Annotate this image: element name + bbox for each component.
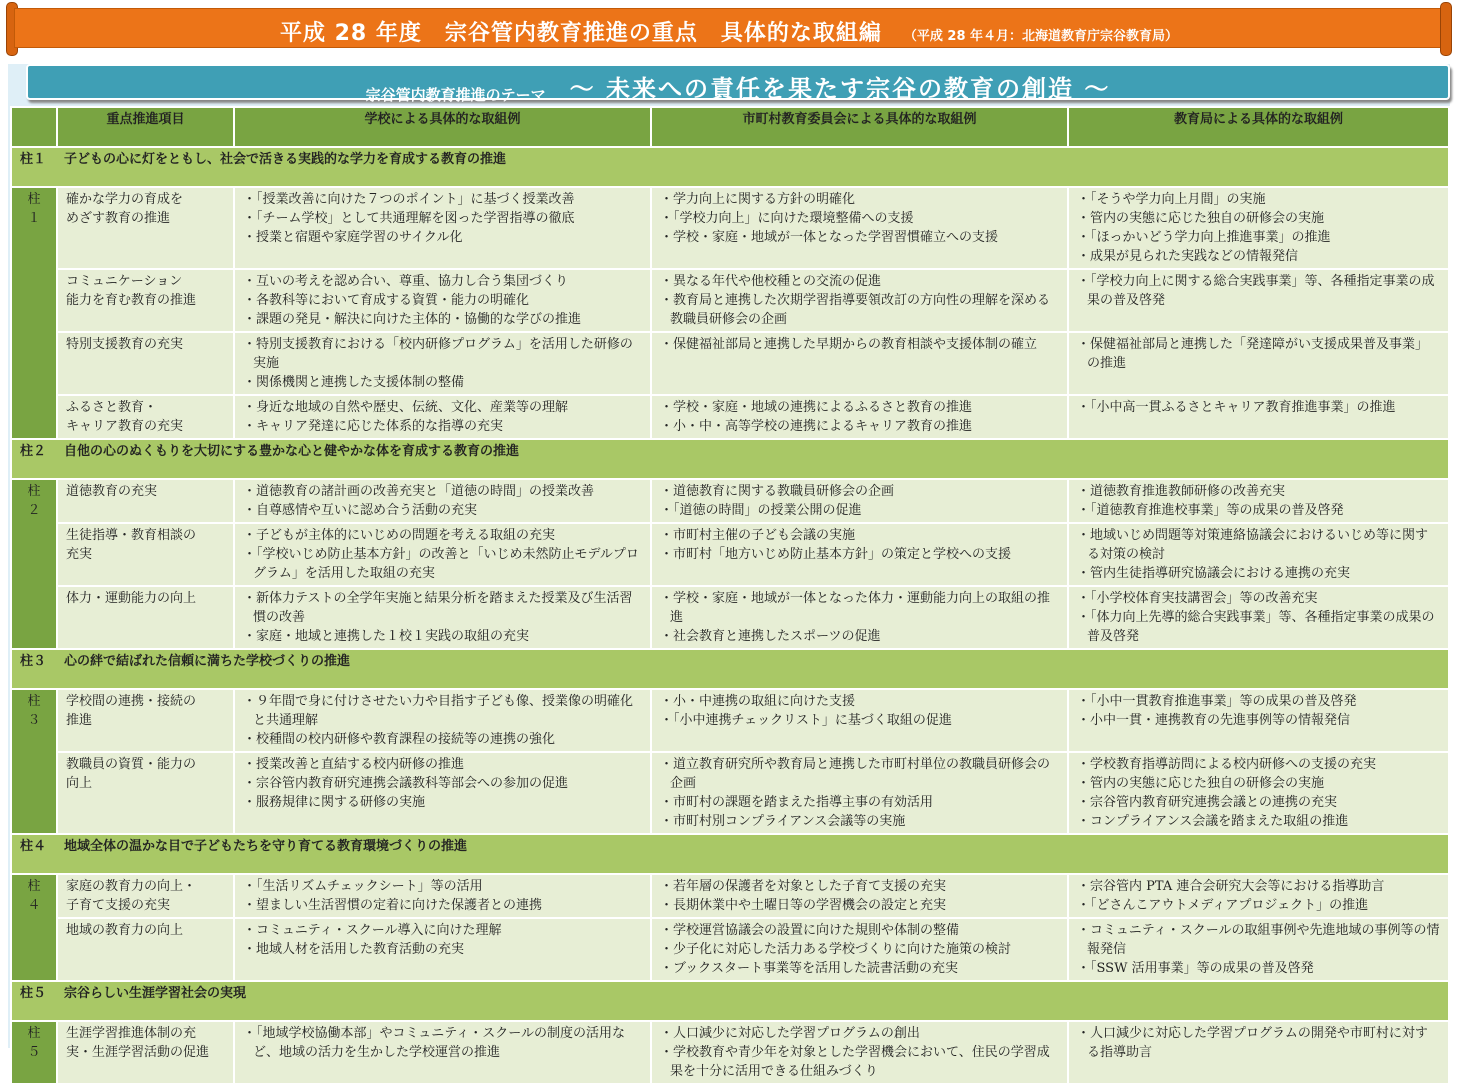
school-cell: ・「地域学校協働本部」やコミュニティ・スクールの制度の活用など、地域の活力を生かした学校運営の推進 [234,1021,651,1084]
theme-text: ～ 未来への責任を果たす宗谷の教育の創造 ～ [569,75,1111,103]
school-cell: ・コミュニティ・スクール導入に向けた理解 ・地域人材を活用した教育活動の充実 [234,918,651,981]
bureau-cell: ・「学校力向上に関する総合実践事業」等、各種指定事業の成果の普及啓発 [1068,269,1449,332]
pillar-heading [11,981,1449,1021]
pillar-side-label: 柱 ２ [11,479,57,649]
priority-item-cell: 家庭の教育力の向上・ 子育て支援の充実 [57,874,234,918]
table-row [11,332,1449,395]
table-row [11,874,1449,918]
pillar-heading [11,439,1449,479]
table-row [11,752,1449,834]
document-subtitle: （平成 28 年４月：北海道教育庁宗谷教育局） [903,29,1179,44]
municipal-cell: ・学力向上に関する方針の明確化 ・「学校力向上」に向けた環境整備への支援 ・学校・家庭・地域が一体となった学習習慣確立への支援 [651,187,1068,269]
school-cell: ・授業改善と直結する校内研修の推進 ・宗谷管内教育研究連携会議教科等部会への参加の促進 ・服務規律に関する研修の実施 [234,752,651,834]
table-row [11,586,1449,649]
bureau-cell: ・「小中一貫教育推進事業」等の成果の普及啓発 ・小中一貫・連携教育の先進事例等の情報発信 [1068,689,1449,752]
school-cell: ・道徳教育の諸計画の改善充実と「道徳の時間」の授業改善 ・自尊感情や互いに認め合う活動の充実 [234,479,651,523]
pillar-title: 自他の心のぬくもりを大切にする豊かな心と健やかな体を育成する教育の推進 [64,444,520,459]
bureau-cell: ・「そうや学力向上月間」の実施 ・管内の実態に応じた独自の研修会の実施 ・「ほっかいどう学力向上推進事業」の推進 ・成果が見られた実践などの情報発信 [1068,187,1449,269]
school-cell: ・９年間で身に付けさせたい力や目指す子ども像、授業像の明確化と共通理解 ・校種間の校内研修や教育課程の接続等の連携の強化 [234,689,651,752]
initiatives-table [10,106,1450,1085]
priority-item-cell: 学校間の連携・接続の 推進 [57,689,234,752]
school-cell: ・互いの考えを認め合い、尊重、協力し合う集団づくり ・各教科等において育成する資質・能力の明確化 ・課題の発見・解決に向けた主体的・協働的な学びの推進 [234,269,651,332]
municipal-cell: ・学校・家庭・地域の連携によるふるさと教育の推進 ・小・中・高等学校の連携によるキャリア教育の推進 [651,395,1068,439]
pillar-number: 柱５ [20,986,47,1001]
school-cell: ・「授業改善に向けた７つのポイント」に基づく授業改善 ・「チーム学校」として共通理解を図った学習指導の徹底 ・授業と宿題や家庭学習のサイクル化 [234,187,651,269]
school-cell: ・身近な地域の自然や歴史、伝統、文化、産業等の理解 ・キャリア発達に応じた体系的な指導の充実 [234,395,651,439]
priority-item-cell: ふるさと教育・ キャリア教育の充実 [57,395,234,439]
pillar-heading-row [11,439,1449,479]
pillar-title: 心の絆で結ばれた信頼に満ちた学校づくりの推進 [64,654,351,669]
pillar-heading-row [11,147,1449,187]
header-municipal-examples: 市町村教育委員会による具体的な取組例 [651,107,1068,147]
pillar-heading-row [11,981,1449,1021]
document-title: 平成 28 年度 宗谷管内教育推進の重点 具体的な取組編 [279,21,882,46]
banner-text [6,16,1452,47]
pillar-side-label: 柱 ３ [11,689,57,834]
priority-item-cell: 生徒指導・教育相談の 充実 [57,523,234,586]
bureau-cell: ・地域いじめ問題等対策連絡協議会におけるいじめ等に関する対策の検討 ・管内生徒指導研究協議会における連携の充実 [1068,523,1449,586]
pillar-side-label: 柱 ４ [11,874,57,981]
pillar-number: 柱４ [20,839,47,854]
theme-banner [26,64,1450,104]
table-row [11,523,1449,586]
table-row [11,187,1449,269]
school-cell: ・「生活リズムチェックシート」等の活用 ・望ましい生活習慣の定着に向けた保護者との連携 [234,874,651,918]
pillar-title: 子どもの心に灯をともし、社会で活きる実践的な学力を育成する教育の推進 [64,152,507,167]
bureau-cell: ・コミュニティ・スクールの取組事例や先進地域の事例等の情報発信 ・「SSW 活用事業」等の成果の普及啓発 [1068,918,1449,981]
main-panel [8,64,1450,1079]
priority-item-cell: 特別支援教育の充実 [57,332,234,395]
pillar-title: 地域全体の温かな目で子どもたちを守り育てる教育環境づくりの推進 [64,839,468,854]
pillar-heading-row [11,834,1449,874]
pillar-side-label: 柱 １ [11,187,57,439]
municipal-cell: ・学校・家庭・地域が一体となった体力・運動能力向上の取組の推進 ・社会教育と連携したスポーツの促進 [651,586,1068,649]
school-cell: ・特別支援教育における「校内研修プログラム」を活用した研修の実施 ・関係機関と連携した支援体制の整備 [234,332,651,395]
header-school-examples: 学校による具体的な取組例 [234,107,651,147]
priority-item-cell: 教職員の資質・能力の 向上 [57,752,234,834]
municipal-cell: ・若年層の保護者を対象とした子育て支援の充実 ・長期休業中や土曜日等の学習機会の設定と充実 [651,874,1068,918]
header-bureau-examples: 教育局による具体的な取組例 [1068,107,1449,147]
pillar-number: 柱１ [20,152,47,167]
pillar-heading [11,147,1449,187]
municipal-cell: ・学校運営協議会の設置に向けた規則や体制の整備 ・少子化に対応した活力ある学校づくりに向けた施策の検討 ・ブックスタート事業等を活用した読書活動の充実 [651,918,1068,981]
pillar-title: 宗谷らしい生涯学習社会の実現 [64,986,247,1001]
priority-item-cell: 道徳教育の充実 [57,479,234,523]
table-header-row [11,107,1449,147]
pillar-side-label: 柱 ５ [11,1021,57,1084]
priority-item-cell: 生涯学習推進体制の充 実・生涯学習活動の促進 [57,1021,234,1084]
school-cell: ・子どもが主体的にいじめの問題を考える取組の充実 ・「学校いじめ防止基本方針」の改善と「いじめ未然防止モデルプログラム」を活用した取組の充実 [234,523,651,586]
bureau-cell: ・保健福祉部局と連携した「発達障がい支援成果普及事業」の推進 [1068,332,1449,395]
header-blank [11,107,57,147]
priority-item-cell: 確かな学力の育成を めざす教育の推進 [57,187,234,269]
table-row [11,479,1449,523]
pillar-heading [11,649,1449,689]
priority-item-cell: コミュニケーション 能力を育む教育の推進 [57,269,234,332]
municipal-cell: ・道立教育研究所や教育局と連携した市町村単位の教職員研修会の企画 ・市町村の課題を踏まえた指導主事の有効活用 ・市町村別コンプライアンス会議等の実施 [651,752,1068,834]
title-banner [6,2,1452,54]
table-row [11,918,1449,981]
municipal-cell: ・人口減少に対応した学習プログラムの創出 ・学校教育や青少年を対象とした学習機会において、住民の学習成果を十分に活用できる仕組みづくり [651,1021,1068,1084]
bureau-cell: ・学校教育指導訪問による校内研修への支援の充実 ・管内の実態に応じた独自の研修会の実施 ・宗谷管内教育研究連携会議との連携の充実 ・コンプライアンス会議を踏まえた取組の推進 [1068,752,1449,834]
municipal-cell: ・市町村主催の子ども会議の実施 ・市町村「地方いじめ防止基本方針」の策定と学校への支援 [651,523,1068,586]
pillar-heading-row [11,649,1449,689]
priority-item-cell: 地域の教育力の向上 [57,918,234,981]
bureau-cell: ・人口減少に対応した学習プログラムの開発や市町村に対する指導助言 [1068,1021,1449,1084]
school-cell: ・新体力テストの全学年実施と結果分析を踏まえた授業及び生活習慣の改善 ・家庭・地域と連携した１校１実践の取組の充実 [234,586,651,649]
bureau-cell: ・「小中高一貫ふるさとキャリア教育推進事業」の推進 [1068,395,1449,439]
bureau-cell: ・宗谷管内 PTA 連合会研究大会等における指導助言 ・「どさんこアウトメディアプロジェクト」の推進 [1068,874,1449,918]
pillar-heading [11,834,1449,874]
header-priority-items: 重点推進項目 [57,107,234,147]
theme-label: 宗谷管内教育推進のテーマ [365,86,546,104]
table-row [11,269,1449,332]
municipal-cell: ・保健福祉部局と連携した早期からの教育相談や支援体制の確立 [651,332,1068,395]
table-row [11,689,1449,752]
priority-item-cell: 体力・運動能力の向上 [57,586,234,649]
municipal-cell: ・異なる年代や他校種との交流の促進 ・教育局と連携した次期学習指導要領改訂の方向性の理解を深める教職員研修会の企画 [651,269,1068,332]
bureau-cell: ・道徳教育推進教師研修の改善充実 ・「道徳教育推進校事業」等の成果の普及啓発 [1068,479,1449,523]
table-row [11,1021,1449,1084]
bureau-cell: ・「小学校体育実技講習会」等の改善充実 ・「体力向上先導的総合実践事業」等、各種指定事業の成果の普及啓発 [1068,586,1449,649]
pillar-number: 柱２ [20,444,47,459]
municipal-cell: ・道徳教育に関する教職員研修会の企画 ・「道徳の時間」の授業公開の促進 [651,479,1068,523]
municipal-cell: ・小・中連携の取組に向けた支援 ・「小中連携チェックリスト」に基づく取組の促進 [651,689,1068,752]
table-row [11,395,1449,439]
pillar-number: 柱３ [20,654,47,669]
